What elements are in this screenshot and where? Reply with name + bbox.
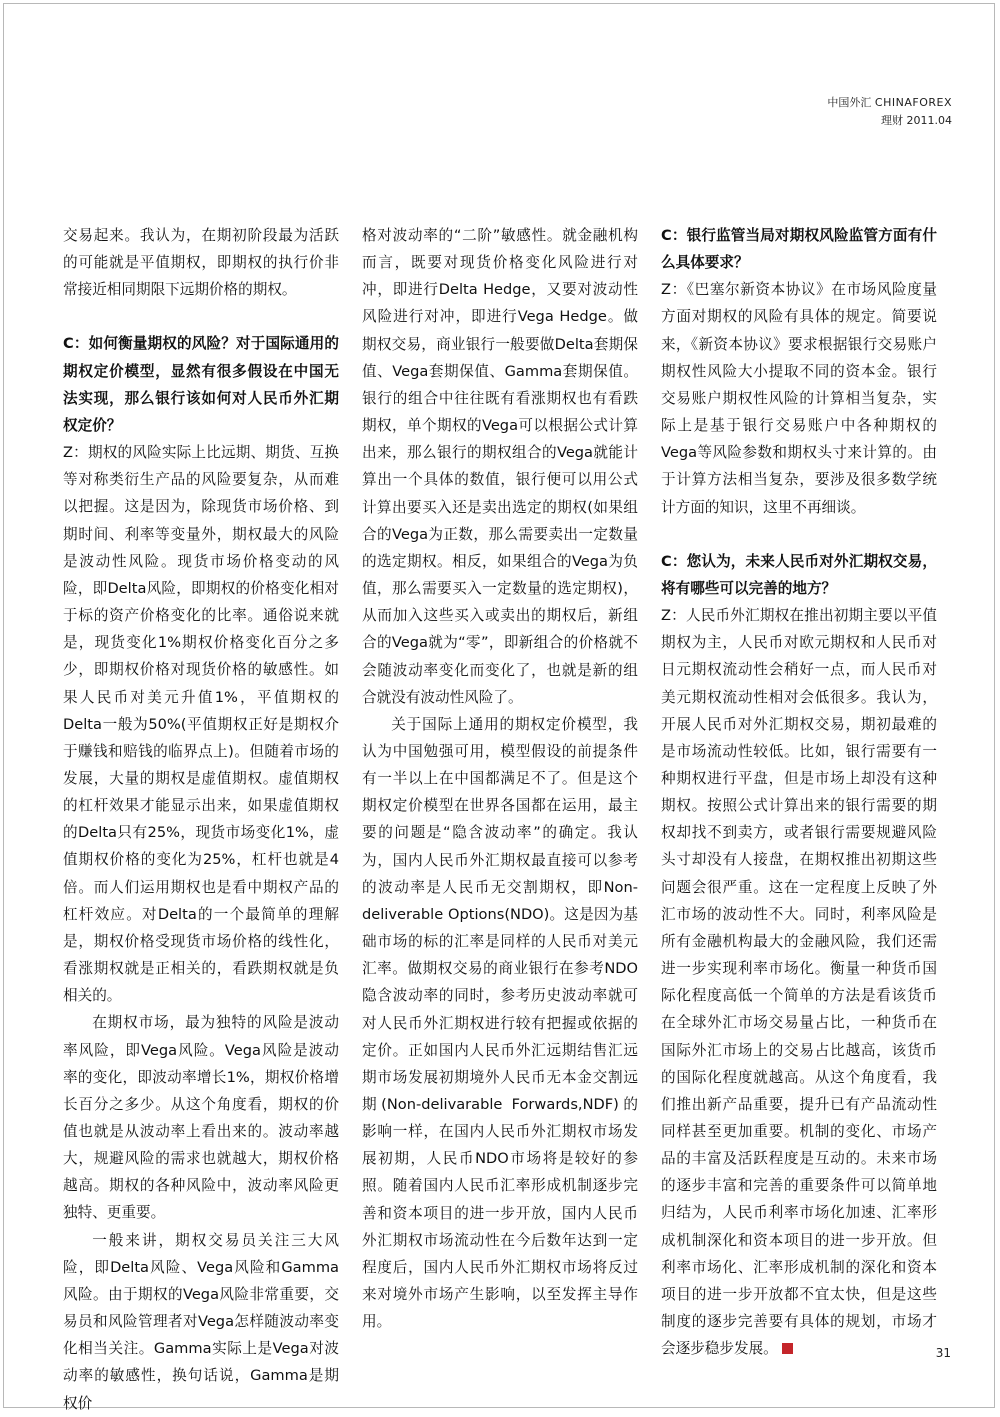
paragraph-text: Z：人民币外汇期权在推出初期主要以平值期权为主，人民币对欧元期权和人民币对日元期权流动性会稍好一点，而人民币对美元期权流动性相对会低很多。我认为，开展人民币对外汇期权交易，期初最难的是市场流动性较低。比如，银行需要有一种期权进行平盘，但是市场上却没有这种期权。按照公式计算出来的银行需要的期权却找不到卖方，或者银行需要规避风险头寸却没有人接盘，在期权推出初期这些问题会很严重。这在一定程度上反映了外汇市场的波动性不大。同时，利率风险是所有金融机构最大的金融风险，我们还需进一步实现利率市场化。衡量一种货币国际化程度高低一个简单的方法是看该货币在全球外汇市场交易量占比，一种货币在国际外汇市场上的交易占比越高，该货币的国际化程度就越高。从这个角度看，我们推出新产品重要，提升已有产品流动性同样甚至更加重要。机制的变化、市场产品的丰富及活跃程度是互动的。未来市场的逐步丰富和完善的重要条件可以简单地归结为，人民币利率市场化加速、汇率形成机制深化和资本项目的进一步开放。但利率市场化、汇率形成机制的深化和资本项目的进一步开放都不宜太快，但是这些制度的逐步完善要有具体的规划，市场才会逐步稳步发展。 [661,607,937,1358]
header-magazine [827,94,952,112]
magazine-name-cn: 中国外汇 [827,96,872,109]
article-column-1 [63,222,339,1417]
interview-question [661,222,937,276]
body-paragraph [63,222,339,303]
paragraph-text: C：您认为，未来人民币对外汇期权交易，将有哪些可以完善的地方？ [661,552,937,597]
paragraph-text: 格对波动率的“二阶”敏感性。就金融机构而言，既要对现货价格变化风险进行对冲，即进行Delta Hedge，又要对波动性风险进行对冲，即进行Vega Hedge。做期权交易，商业银行一般要做Delta套期保值、Vega套期保值、Gamma套期保值。银行的组合中往往既有看涨期权也有看跌期权，单个期权的Vega可以根据公式计算出来，那么银行的期权组合的Vega就能计算出一个具体的数值，银行便可以用公式计算出要买入还是卖出选定的期权(如果组合的Vega为正数，那么需要卖出一定数量的选定期权。相反，如果组合的Vega为负值，那么需要买入一定数量的选定期权)，从而加入这些买入或卖出的期权后，新组合的Vega就为“零”，即新组合的价格就不会随波动率变化而变化了，也就是新的组合就没有波动性风险了。 [362,227,638,706]
magazine-name-en: CHINAFOREX [874,96,952,109]
interview-question [63,330,339,439]
body-paragraph [362,711,638,1336]
paragraph-text: 交易起来。我认为，在期初阶段最为活跃的可能就是平值期权，即期权的执行价非常接近相同期限下远期价格的期权。 [63,227,339,299]
body-paragraph [63,1009,339,1226]
paragraph-text: C：银行监管当局对期权风险监管方面有什么具体要求？ [661,227,937,272]
interview-question [661,548,937,602]
paragraph-gap [661,521,937,548]
body-paragraph [63,1227,339,1417]
header-issue [827,112,952,130]
paragraph-text: 在期权市场，最为独特的风险是波动率风险，即Vega风险。Vega风险是波动率的变化，即波动率增长1%，期权价格增长百分之多少。从这个角度看，期权的价值也就是从波动率上看出来的。波动率越大，规避风险的需求也就越大，期权价格越高。期权的各种风险中，波动率风险更独特、更重要。 [63,1014,339,1222]
body-paragraph [362,222,638,711]
running-header [827,94,952,130]
section-name: 理财 [881,114,903,127]
paragraph-text: 一般来讲，期权交易员关注三大风险，即Delta风险、Vega风险和Gamma风险。由于期权的Vega风险非常重要，交易员和风险管理者对Vega怎样随波动率变化相当关注。Gamma实际上是Vega对波动率的敏感性，换句话说，Gamma是期权价 [63,1231,339,1412]
paragraph-text: 关于国际上通用的期权定价模型，我认为中国勉强可用，模型假设的前提条件有一半以上在中国都满足不了。但是这个期权定价模型在世界各国都在运用，最主要的问题是“隐含波动率”的确定。我认为，国内人民币外汇期权最直接可以参考的波动率是人民币无交割期权，即Non-deliverable Options(NDO)。这是因为基础市场的标的汇率是同样的人民币对美元汇率。做期权交易的商业银行在参考NDO隐含波动率的同时，参考历史波动率就可对人民币外汇期权进行较有把握或依据的定价。正如国内人民币外汇远期结售汇远期市场发展初期境外人民币无本金交割远期(Non-delivarable Forwards,NDF)的影响一样，在国内人民币外汇期权市场发展初期，人民币NDO市场将是较好的参照。随着国内人民币汇率形成机制逐步完善和资本项目的进一步开放，国内人民币外汇期权市场流动性在今后数年达到一定程度后，国内人民币外汇期权市场将反过来对境外市场产生影响，以至发挥主导作用。 [362,715,638,1331]
article-column-3 [661,222,937,1362]
article-column-2 [362,222,638,1335]
body-paragraph [661,602,937,1362]
paragraph-text: Z：期权的风险实际上比远期、期货、互换等对称类衍生产品的风险要复杂，从而难以把握。这是因为，除现货市场价格、到期时间、利率等变量外，期权最大的风险是波动性风险。现货市场价格变动的风险，即Delta风险，即期权的价格变化相对于标的资产价格变化的比率。通俗说来就是，现货变化1%期权价格变化百分之多少，即期权价格对现货价格的敏感性。如果人民币对美元升值1%，平值期权的Delta一般为50%(平值期权正好是期权介于赚钱和赔钱的临界点上)。但随着市场的发展，大量的期权是虚值期权。虚值期权的杠杆效果才能显示出来，如果虚值期权的Delta只有25%，现货市场变化1%，虚值期权价格的变化为25%，杠杆也就是4倍。而人们运用期权也是看中期权产品的杠杆效应。对Delta的一个最简单的理解是，期权价格受现货市场价格的线性化，看涨期权就是正相关的，看跌期权就是负相关的。 [63,444,339,1005]
page-number: 31 [935,1346,951,1360]
paragraph-text: Z：《巴塞尔新资本协议》在市场风险度量方面对期权的风险有具体的规定。简要说来，《新资本协议》要求根据银行交易账户期权性风险大小提取不同的资本金。银行交易账户期权性风险的计算相当复杂，实际上是基于银行交易账户中各种期权的Vega等风险参数和期权头寸来计算的。由于计算方法相当复杂，要涉及很多数学统计方面的知识，这里不再细谈。 [661,281,937,516]
body-paragraph [661,276,937,520]
body-paragraph [63,439,339,1009]
issue-date: 2011.04 [906,114,952,127]
end-of-article-mark [782,1343,793,1354]
paragraph-text: C：如何衡量期权的风险？对于国际通用的期权定价模型，显然有很多假设在中国无法实现，那么银行该如何对人民币外汇期权定价？ [63,335,339,434]
paragraph-gap [63,303,339,330]
